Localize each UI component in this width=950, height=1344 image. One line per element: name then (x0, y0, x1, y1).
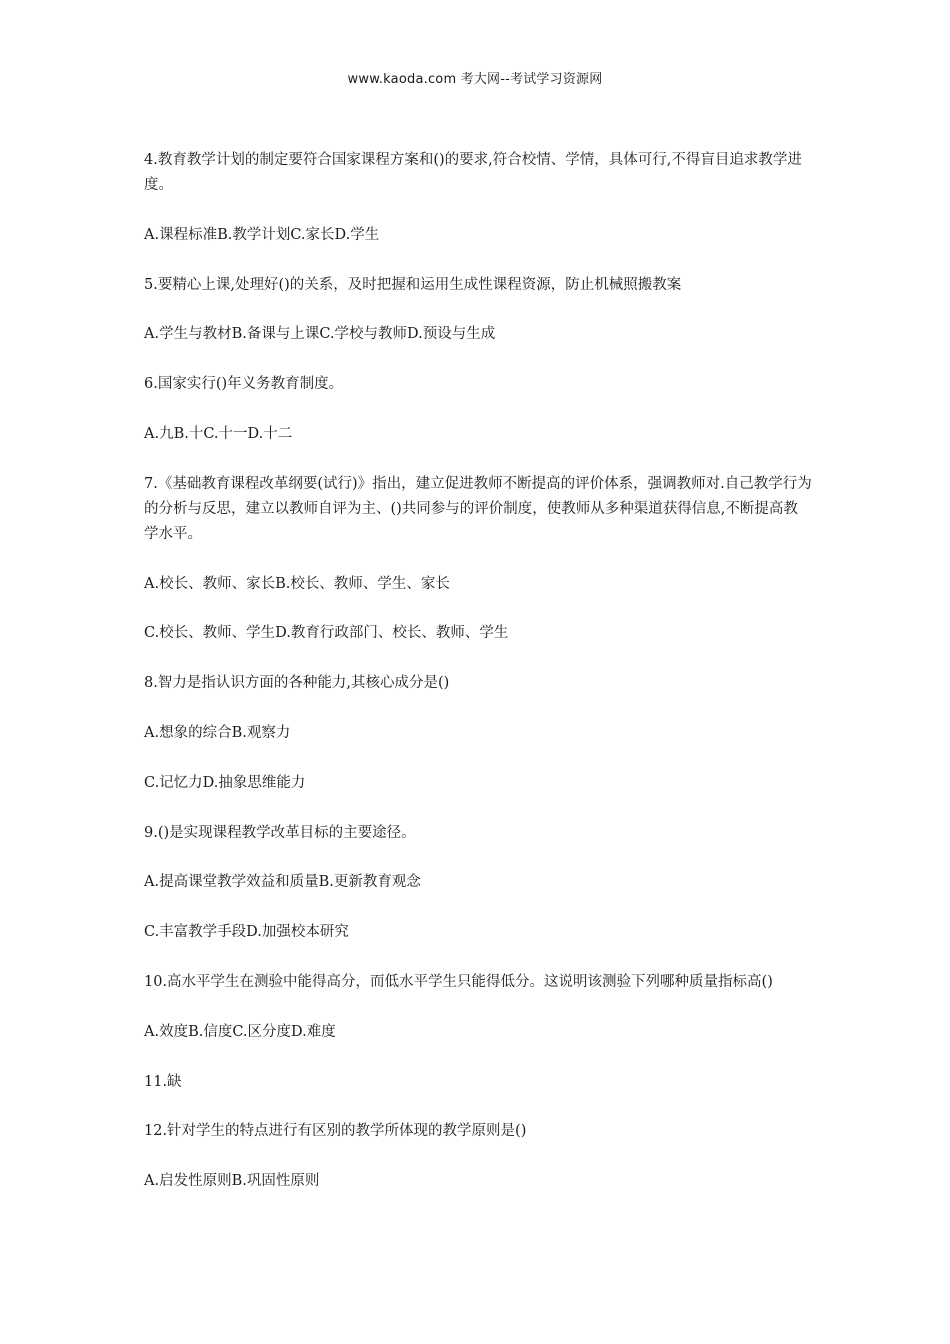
question-10-options: A.效度B.信度C.区分度D.难度 (144, 1023, 336, 1040)
page-header: www.kaoda.com 考大网--考试学习资源网 (347, 72, 603, 87)
question-8: 8.智力是指认识方面的各种能力,其核心成分是() (144, 675, 450, 692)
question-6-options: A.九B.十C.十一D.十二 (144, 425, 293, 442)
question-12-options-ab: A.启发性原则B.巩固性原则 (144, 1173, 320, 1190)
question-9-options-cd: C.丰富教学手段D.加强校本研究 (144, 924, 349, 941)
question-4: 4.教育教学计划的制定要符合国家课程方案和()的要求,符合校情、学情，具体可行,不得盲目追求教学进度。 (144, 152, 802, 193)
question-7-options-ab: A.校长、教师、家长B.校长、教师、学生、家长 (144, 575, 450, 592)
question-9: 9.()是实现课程教学改革目标的主要途径。 (144, 824, 416, 841)
question-7-options-cd: C.校长、教师、学生D.教育行政部门、校长、教师、学生 (144, 625, 509, 642)
question-5: 5.要精心上课,处理好()的关系，及时把握和运用生成性课程资源，防止机械照搬教案 (144, 276, 682, 293)
question-5-options: A.学生与教材B.备课与上课C.学校与教师D.预设与生成 (144, 326, 496, 343)
question-7: 7.《基础教育课程改革纲要(试行)》指出，建立促进教师不断提高的评价体系，强调教师对.自己教学行为的分析与反思，建立以教师自评为主、()共同参与的评价制度，使教师从多种渠道获得信息,不断提高教学水平。 (144, 475, 812, 542)
document-body (144, 148, 812, 1219)
question-8-options-ab: A.想象的综合B.观察力 (144, 724, 291, 741)
question-8-options-cd: C.记忆力D.抽象思维能力 (144, 774, 306, 791)
question-9-options-ab: A.提高课堂教学效益和质量B.更新教育观念 (144, 874, 421, 891)
question-12: 12.针对学生的特点进行有区别的教学所体现的教学原则是() (144, 1123, 527, 1140)
question-11: 11.缺 (144, 1073, 182, 1090)
question-6: 6.国家实行()年义务教育制度。 (144, 376, 344, 393)
question-4-options: A.课程标准B.教学计划C.家长D.学生 (144, 226, 380, 243)
question-10: 10.高水平学生在测验中能得高分，而低水平学生只能得低分。这说明该测验下列哪种质量指标高() (144, 973, 773, 990)
